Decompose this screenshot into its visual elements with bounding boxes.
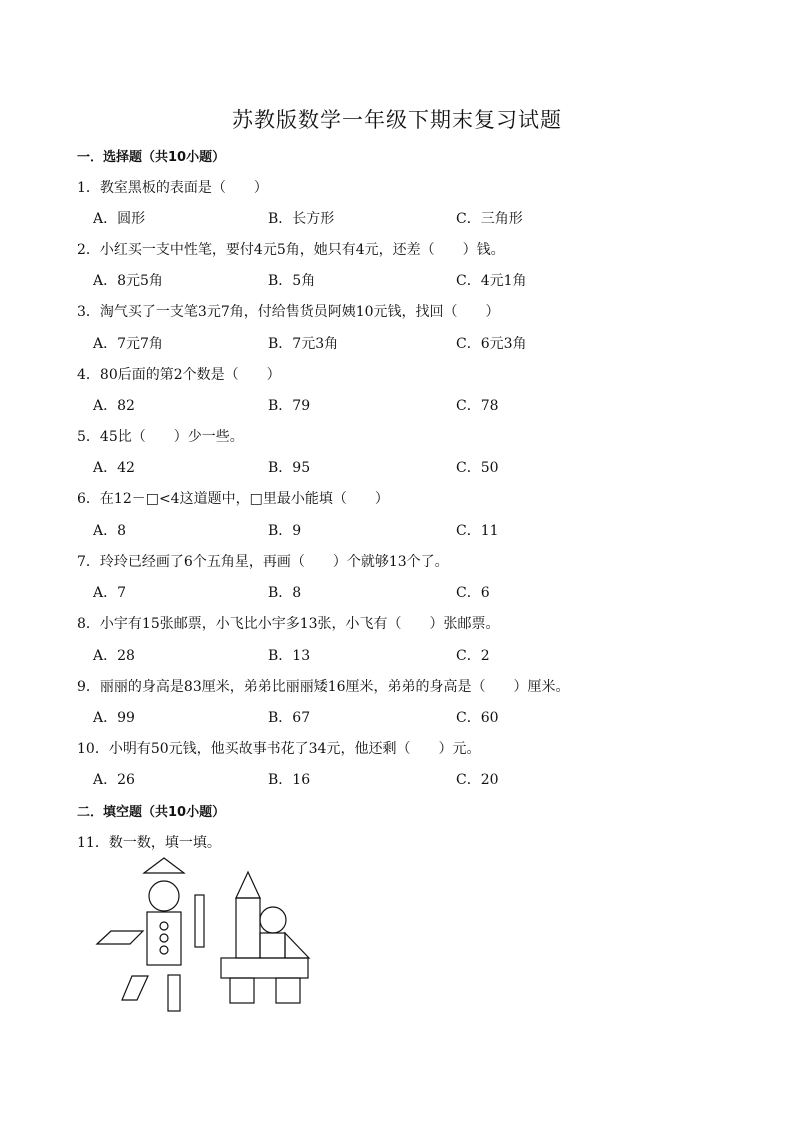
- question-6-option-b: B．9: [268, 523, 302, 539]
- question-4-option-b: B．79: [268, 398, 311, 414]
- square-shape: [276, 978, 300, 1003]
- question-4-stem: 4．80后面的第2个数是（ ）: [77, 367, 281, 383]
- question-6-option-c: C．11: [456, 523, 499, 539]
- question-9-stem: 9．丽丽的身高是83厘米，弟弟比丽丽矮16厘米，弟弟的身高是（ ）厘米。: [77, 679, 570, 695]
- triangle-shape: [144, 858, 184, 873]
- parallelogram-shape: [97, 931, 143, 944]
- section-heading-fill: 二．填空题（共10小题）: [77, 805, 226, 820]
- question-3-stem: 3．淘气买了一支笔3元7角，付给售货员阿姨10元钱，找回（ ）: [77, 304, 500, 320]
- question-1-option-a: A．圆形: [93, 211, 146, 227]
- question-4-option-c: C．78: [456, 398, 499, 414]
- question-1-stem: 1．教室黑板的表面是（ ）: [77, 180, 268, 196]
- shapes-figure: [90, 855, 330, 1015]
- question-8-option-a: A．28: [93, 648, 135, 664]
- question-10-stem: 10．小明有50元钱，他买故事书花了34元，他还剩（ ）元。: [77, 741, 481, 757]
- question-2-option-a: A．8元5角: [93, 273, 163, 289]
- question-11-stem: 11．数一数，填一填。: [77, 835, 221, 851]
- rectangle-shape: [195, 895, 204, 947]
- question-7-stem: 7．玲玲已经画了6个五角星，再画（ ）个就够13个了。: [77, 554, 449, 570]
- circle-shape: [260, 907, 286, 933]
- question-10-option-b: B．16: [268, 772, 311, 788]
- small-circle-shape: [160, 946, 168, 954]
- question-8-option-c: C．2: [456, 648, 490, 664]
- question-1-option-c: C．三角形: [456, 211, 523, 227]
- question-5-option-c: C．50: [456, 460, 499, 476]
- question-1-option-b: B．长方形: [268, 211, 335, 227]
- question-3-option-b: B．7元3角: [268, 336, 339, 352]
- section-heading-choice: 一．选择题（共10小题）: [77, 150, 226, 165]
- question-2-stem: 2．小红买一支中性笔，要付4元5角，她只有4元，还差（ ）钱。: [77, 242, 505, 258]
- question-5-option-b: B．95: [268, 460, 311, 476]
- question-5-option-a: A．42: [93, 460, 135, 476]
- question-7-option-c: C．6: [456, 585, 490, 601]
- triangle-shape: [236, 872, 260, 898]
- question-5-stem: 5．45比（ ）少一些。: [77, 429, 244, 445]
- small-circle-shape: [160, 922, 168, 930]
- question-10-option-a: A．26: [93, 772, 135, 788]
- question-8-stem: 8．小宇有15张邮票，小飞比小宇多13张，小飞有（ ）张邮票。: [77, 616, 500, 632]
- question-9-option-a: A．99: [93, 710, 135, 726]
- question-7-option-a: A．7: [93, 585, 127, 601]
- question-9-option-b: B．67: [268, 710, 311, 726]
- parallelogram-shape: [122, 976, 148, 1000]
- question-10-option-c: C．20: [456, 772, 499, 788]
- question-9-option-c: C．60: [456, 710, 499, 726]
- question-2-option-b: B．5角: [268, 273, 316, 289]
- question-6-stem: 6．在12－□<4这道题中，□里最小能填（ ）: [77, 491, 389, 507]
- triangle-shape: [285, 933, 309, 958]
- square-shape: [230, 978, 254, 1003]
- rectangle-shape: [168, 975, 180, 1011]
- question-2-option-c: C．4元1角: [456, 273, 527, 289]
- question-8-option-b: B．13: [268, 648, 311, 664]
- question-3-option-c: C．6元3角: [456, 336, 527, 352]
- rectangle-shape: [221, 958, 308, 978]
- question-3-option-a: A．7元7角: [93, 336, 163, 352]
- small-circle-shape: [160, 934, 168, 942]
- question-6-option-a: A．8: [93, 523, 127, 539]
- circle-shape: [149, 881, 179, 911]
- rectangle-shape: [236, 898, 260, 958]
- square-shape: [260, 933, 285, 958]
- page-title: 苏教版数学一年级下期末复习试题: [232, 108, 562, 132]
- question-7-option-b: B．8: [268, 585, 302, 601]
- rectangle-shape: [147, 912, 181, 965]
- question-4-option-a: A．82: [93, 398, 135, 414]
